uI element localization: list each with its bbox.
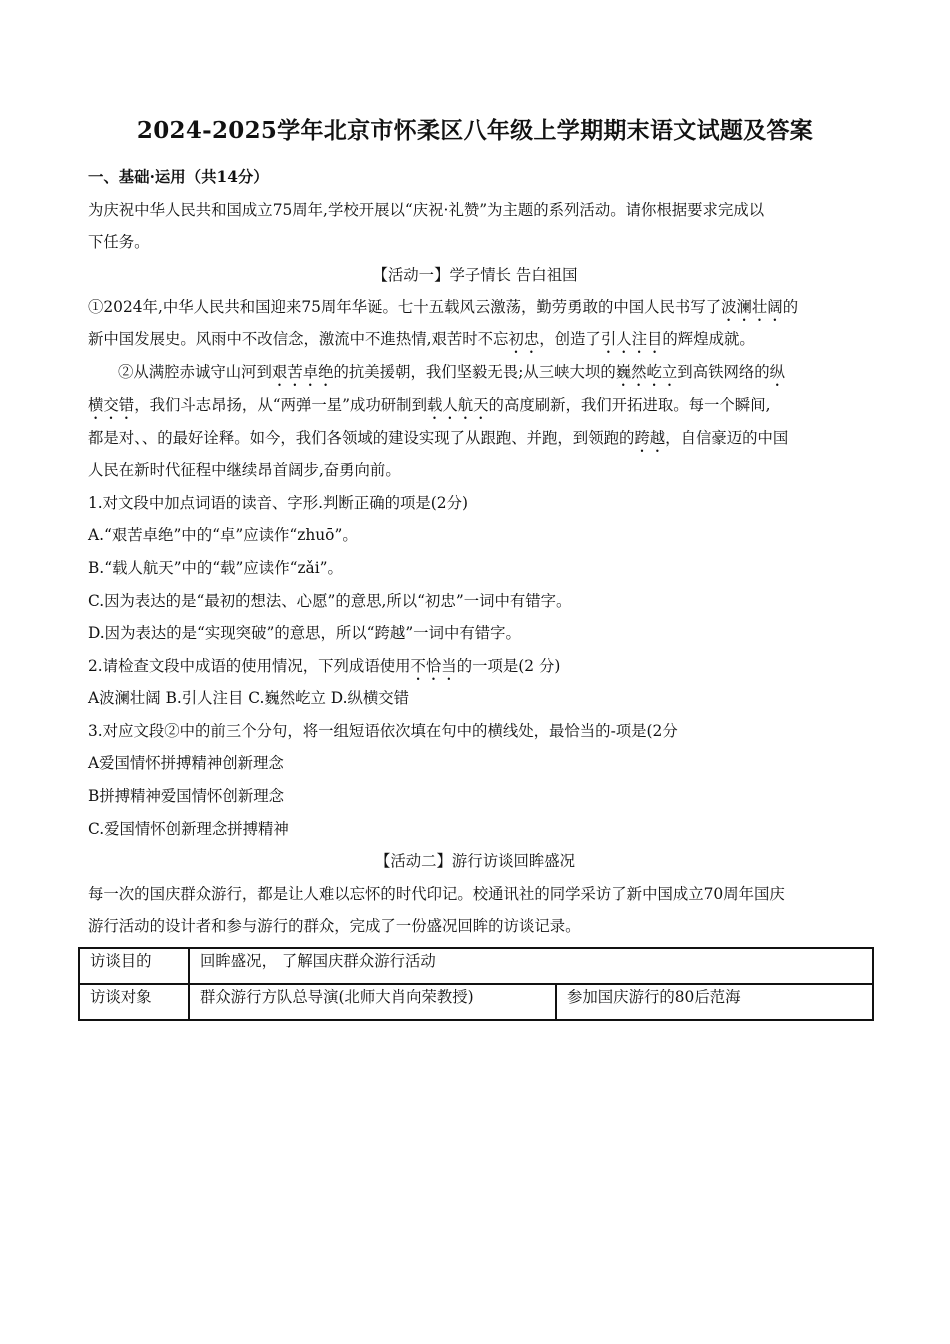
dotted-word: 横交错 xyxy=(88,396,135,414)
dotted-word: 艰苦卓绝 xyxy=(271,363,334,381)
p2-line-3: 都是对、、的最好诠释。如今，我们各领域的建设实现了从跟跑、并跑，到领跑的跨越，自信豪迈的中国 xyxy=(88,429,789,447)
table-row xyxy=(79,948,873,984)
table-cell-label: 访谈对象 xyxy=(79,984,189,1020)
q3-option-a: A爱国情怀拼搏精神创新理念 xyxy=(88,754,284,772)
p1-line-2: 新中国发展史。风雨中不改信念，激流中不進热情,艰苦时不忘初忠，创造了引人注目的辉煌成就。 xyxy=(88,330,755,348)
intro-line-1: 为庆祝中华人民共和国成立75周年,学校开展以“庆祝·礼赞”为主题的系列活动。请你根据要求完成以 xyxy=(88,201,765,219)
p1-line-1: ①2024年,中华人民共和国迎来75周年华诞。七十五载风云激荡，勤劳勇敢的中国人民书写了波澜壮阔的 xyxy=(88,298,799,316)
table-cell-value: 参加国庆游行的80后范海 xyxy=(556,984,873,1020)
dotted-word: 初忠 xyxy=(508,330,540,348)
p2-line-4: 人民在新时代征程中继续昂首阔步,奋勇向前。 xyxy=(88,461,401,479)
table-cell-value: 群众游行方队总导演(北师大肖向荣教授) xyxy=(189,984,556,1020)
q1-option-c: C.因为表达的是“最初的想法、心愿”的意思,所以“初忠”一词中有错字。 xyxy=(88,592,572,610)
dotted-word: 波澜壮阔 xyxy=(721,298,783,316)
table-row xyxy=(79,984,873,1020)
interview-table xyxy=(78,947,874,1021)
activity1-heading: 【活动一】学子情长 告白祖国 xyxy=(372,266,578,284)
dotted-word: 引人注目 xyxy=(600,330,663,348)
q1-option-d: D.因为表达的是“实现突破”的意思，所以“跨越”一词中有错字。 xyxy=(88,624,521,642)
q1-option-b: B.“载人航天”中的“载”应读作“zǎi”。 xyxy=(88,559,343,577)
q1-option-a: A.“艰苦卓绝”中的“卓”应读作“zhuō”。 xyxy=(88,526,358,544)
table-cell-label: 访谈目的 xyxy=(79,948,189,984)
activity2-heading: 【活动二】游行访谈回眸盛况 xyxy=(374,852,576,870)
p2-line-2: 横交错，我们斗志昂扬，从“两弹一星”成功研制到载人航天的高度刷新，我们开拓进取。每一个瞬间, xyxy=(88,396,771,414)
dotted-word: 不恰当 xyxy=(410,657,457,675)
dotted-word: 载人航天 xyxy=(426,396,489,414)
activity2-text-1: 每一次的国庆群众游行，都是让人难以忘怀的时代印记。校通讯社的同学采访了新中国成立70周年国庆 xyxy=(88,885,785,903)
q3-option-c: C.爱国情怀创新理念拼搏精神 xyxy=(88,820,289,838)
intro-line-2: 下任务。 xyxy=(88,233,150,251)
dotted-word: 巍然屹立 xyxy=(615,363,678,381)
activity2-text-2: 游行活动的设计者和参与游行的群众，完成了一份盛况回眸的访谈记录。 xyxy=(88,917,581,935)
q3-stem: 3.对应文段②中的前三个分句，将一组短语依次填在句中的横线处，最恰当的-项是(2分 xyxy=(88,722,678,740)
section-heading: 一、基础·运用（共14分） xyxy=(88,168,269,186)
dotted-word: 纵 xyxy=(769,363,786,381)
q2-stem: 2.请检查文段中成语的使用情况，下列成语使用不恰当的一项是(2 分) xyxy=(88,657,561,675)
q3-option-b: B拼搏精神爱国情怀创新理念 xyxy=(88,787,284,805)
page-title: 2024-2025学年北京市怀柔区八年级上学期期末语文试题及答案 xyxy=(136,117,814,144)
table-cell-value: 回眸盛况， 了解国庆群众游行活动 xyxy=(189,948,873,984)
q2-options: A波澜壮阔 B.引人注目 C.巍然屹立 D.纵横交错 xyxy=(88,689,410,707)
p2-line-1: ②从满腔赤诚守山河到艰苦卓绝的抗美援朝，我们坚毅无畏;从三峡大坝的巍然屹立到高铁网络的纵 xyxy=(118,363,786,381)
q1-stem: 1.对文段中加点词语的读音、字形.判断正确的项是(2分) xyxy=(88,494,468,512)
dotted-word: 跨越 xyxy=(634,429,666,447)
